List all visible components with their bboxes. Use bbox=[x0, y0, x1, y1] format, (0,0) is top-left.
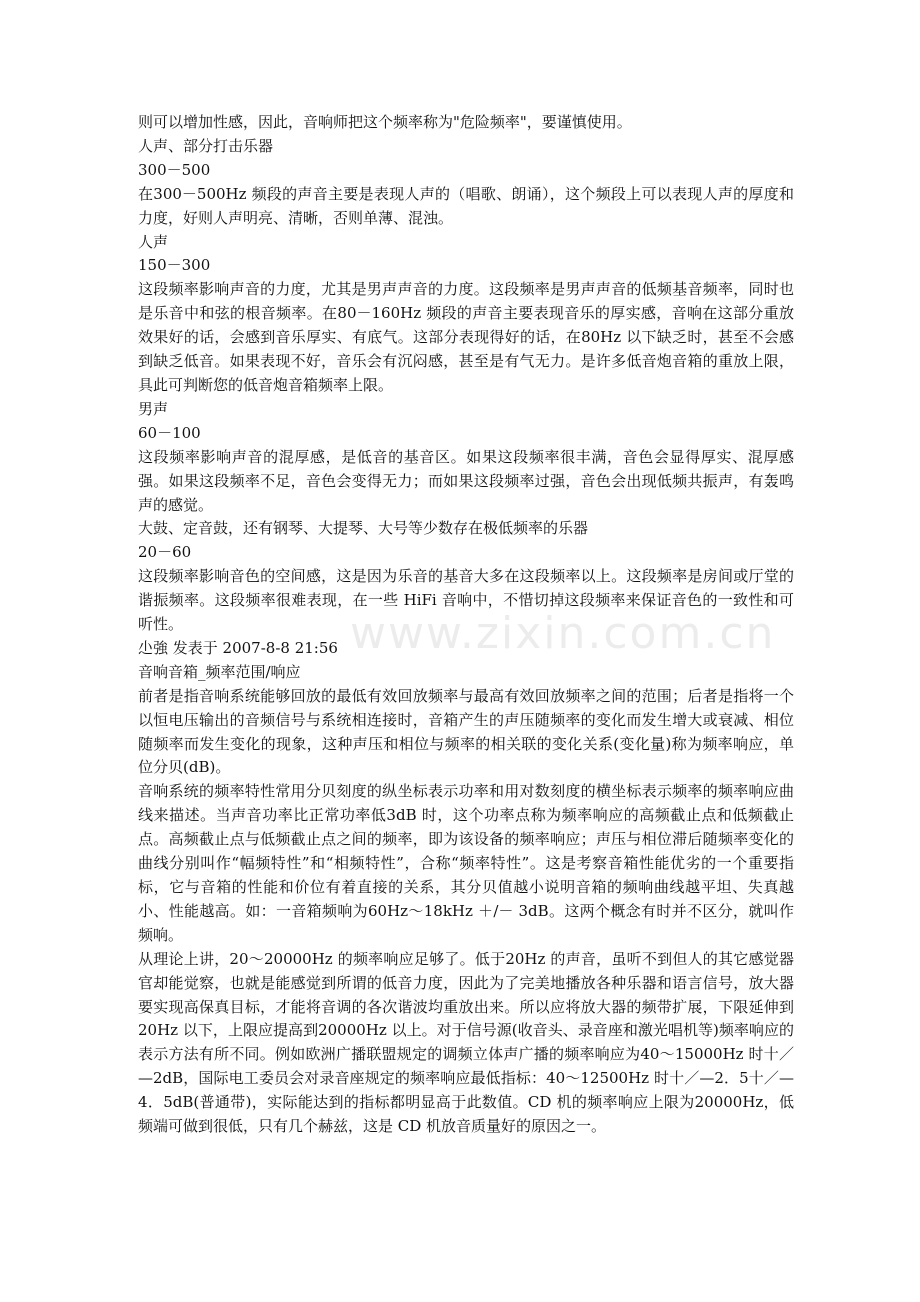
section-title-frequency-response: 音响音箱_频率范围/响应 bbox=[138, 662, 301, 681]
heading-voice: 人声 bbox=[138, 232, 169, 251]
post-byline: 尐強 发表于 2007-8-8 21:56 bbox=[138, 638, 338, 657]
heading-male-voice: 男声 bbox=[138, 399, 169, 418]
watermark: www.zixin.com.cn bbox=[350, 608, 776, 659]
paragraph-theory: 从理论上讲，20～20000Hz 的频率响应足够了。低于20Hz 的声音，虽听不到但人的其它感觉器官却能觉察，也就是能感觉到所谓的低音力度，因此为了完美地播放各种乐器和语言信号，放大器要实现高保真目标，才能将音调的各次谐波均重放出来。所以应将放大器的频带扩展，下限延伸到20Hz 以下，上限应提高到20000Hz 以上。对于信号源(收音头、录音座和激光唱机等)频率响应的表示方法有所不同。例如欧洲广播联盟规定的调频立体声广播的频率响应为40～15000Hz 时十／—2dB，国际电工委员会对录音座规定的频率响应最低指标：40～12500Hz 时十／—2．5十／—4．5dB(普通带)，实际能达到的指标都明显高于此数值。CD 机的频率响应上限为20000Hz，低频端可做到很低，只有几个赫兹，这是 CD 机放音质量好的原因之一。 bbox=[138, 949, 794, 1136]
paragraph-danger-frequency-note: 则可以增加性感，因此，音响师把这个频率称为"危险频率"，要谨慎使用。 bbox=[138, 113, 632, 131]
paragraph-150-300hz: 这段频率影响声音的力度，尤其是男声声音的力度。这段频率是男声声音的低频基音频率，同时也是乐音中和弦的根音频率。在80－160Hz 频段的声音主要表现音乐的厚实感，音响在这部分重放效果好的话，会感到音乐厚实、有底气。这部分表现得好的话，在80Hz 以下缺乏时，甚至不会感到缺乏低音。如果表现不好，音乐会有沉闷感，甚至是有气无力。是许多低音炮音箱的重放上限，具此可判断您的低音炮音箱频率上限。 bbox=[138, 280, 794, 394]
heading-voice-percussion: 人声、部分打击乐器 bbox=[138, 136, 274, 155]
frequency-range-60-100: 60－100 bbox=[138, 423, 201, 442]
paragraph-60-100hz: 这段频率影响声音的混厚感，是低音的基音区。如果这段频率很丰满，音色会显得厚实、混厚感强。如果这段频率不足，音色会变得无力；而如果这段频率过强，音色会出现低频共振声，有轰鸣声的感觉。 bbox=[138, 447, 794, 514]
paragraph-300-500hz: 在300－500Hz 频段的声音主要是表现人声的（唱歌、朗诵），这个频段上可以表现人声的厚度和力度，好则人声明亮、清晰，否则单薄、混浊。 bbox=[138, 184, 794, 227]
paragraph-definition: 前者是指音响系统能够回放的最低有效回放频率与最高有效回放频率之间的范围；后者是指将一个以恒电压输出的音频信号与系统相连接时，音箱产生的声压随频率的变化而发生增大或衰减、相位随频率而发生变化的现象，这种声压和相位与频率的相关联的变化关系(变化量)称为频率响应，单位分贝(dB)。 bbox=[138, 686, 794, 777]
paragraph-frequency-characteristic: 音响系统的频率特性常用分贝刻度的纵坐标表示功率和用对数刻度的横坐标表示频率的频率响应曲线来描述。当声音功率比正常功率低3dB 时，这个功率点称为频率响应的高频截止点和低频截止点。高频截止点与低频截止点之间的频率，即为该设备的频率响应；声压与相位滞后随频率变化的曲线分别叫作“幅频特性”和“相频特性”，合称“频率特性”。这是考察音箱性能优劣的一个重要指标，它与音箱的性能和价位有着直接的关系，其分贝值越小说明音箱的频响曲线越平坦、失真越小、性能越高。如：一音箱频响为60Hz～18kHz ＋/－ 3dB。这两个概念有时并不区分，就叫作频响。 bbox=[138, 782, 794, 944]
frequency-range-20-60: 20－60 bbox=[138, 543, 192, 562]
paragraph-20-60hz: 这段频率影响音色的空间感，这是因为乐音的基音大多在这段频率以上。这段频率是房间或厅堂的谐振频率。这段频率很难表现，在一些 HiFi 音响中，不惜切掉这段频率来保证音色的一致性和可听性。 bbox=[138, 567, 794, 634]
document-body bbox=[138, 111, 794, 1139]
frequency-range-150-300: 150－300 bbox=[138, 256, 211, 275]
frequency-range-300-500: 300－500 bbox=[138, 160, 211, 179]
heading-low-frequency-instruments: 大鼓、定音鼓，还有钢琴、大提琴、大号等少数存在极低频率的乐器 bbox=[138, 519, 589, 538]
